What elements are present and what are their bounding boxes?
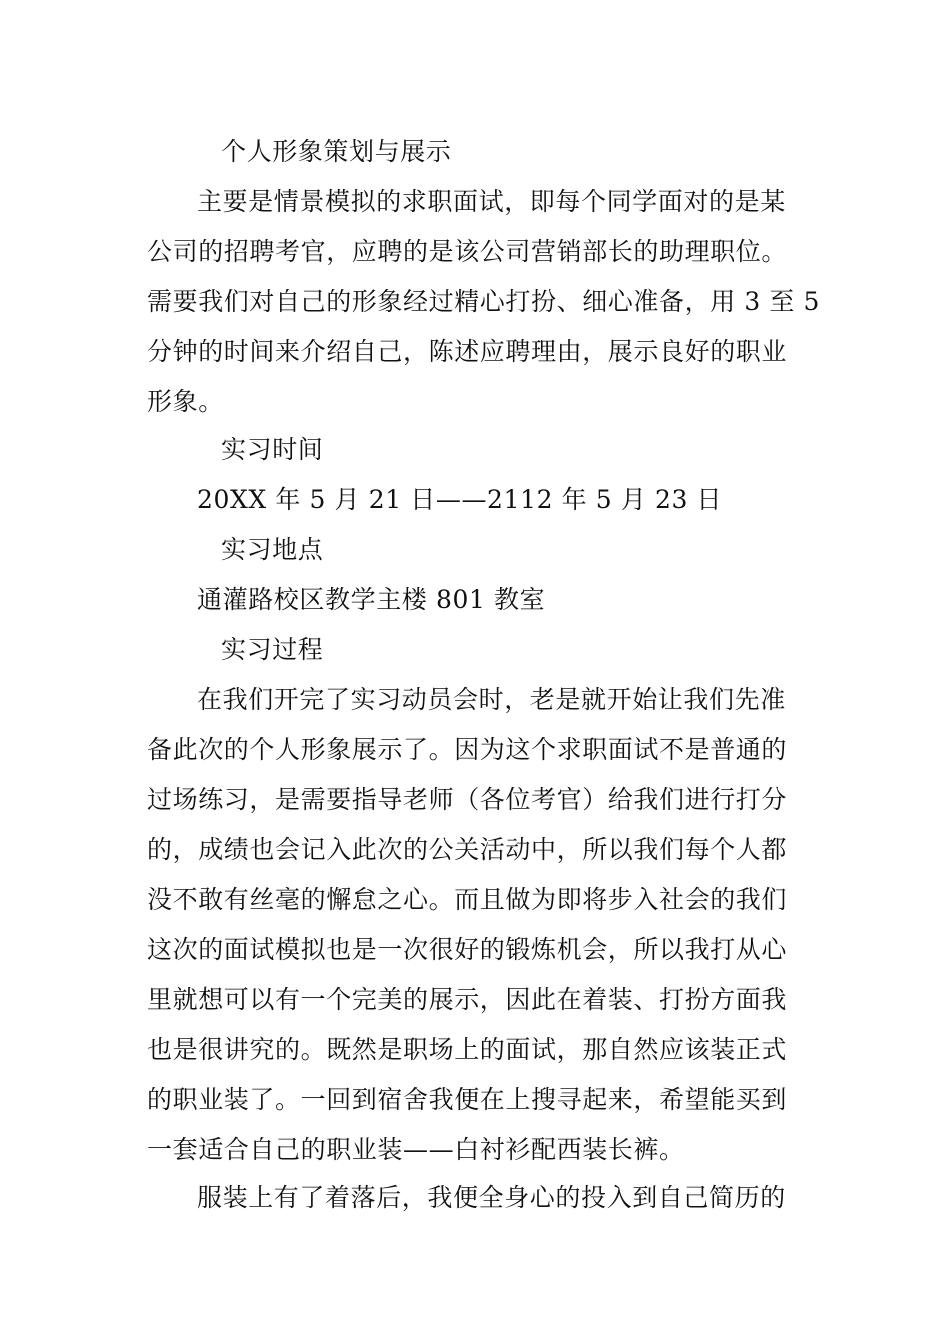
paragraph-line: 一套适合自己的职业装——白衬衫配西装长裤。 [147, 1135, 685, 1164]
time-text: 20XX 年 5 月 21 日——2112 年 5 月 23 日 [197, 485, 723, 514]
paragraph-line: 形象。 [147, 387, 224, 416]
section-heading-time: 实习时间 [221, 435, 324, 464]
paragraph-line: 这次的面试模拟也是一次很好的锻炼机会，所以我打从心 [147, 935, 788, 964]
paragraph-line: 公司的招聘考官，应聘的是该公司营销部长的助理职位。 [147, 237, 788, 266]
paragraph-line: 分钟的时间来介绍自己，陈述应聘理由，展示良好的职业 [147, 337, 788, 366]
paragraph-interview-intro [147, 177, 821, 427]
section-heading-place: 实习地点 [221, 535, 324, 564]
internship-time [147, 475, 807, 525]
paragraph-line: 需要我们对自己的形象经过精心打扮、细心准备，用 3 至 5 [147, 287, 821, 316]
paragraph-line: 里就想可以有一个完美的展示，因此在着装、打扮方面我 [147, 985, 788, 1014]
paragraph-line: 备此次的个人形象展示了。因为这个求职面试不是普通的 [147, 735, 788, 764]
internship-place [147, 575, 807, 625]
paragraph-line: 的职业装了。一回到宿舍我便在上搜寻起来，希望能买到 [147, 1085, 788, 1114]
paragraph-line: 也是很讲究的。既然是职场上的面试，那自然应该装正式 [147, 1035, 788, 1064]
paragraph-line: 主要是情景模拟的求职面试，即每个同学面对的是某 [197, 187, 786, 216]
paragraph-resume [147, 1173, 807, 1223]
paragraph-line: 过场练习，是需要指导老师（各位考官）给我们进行打分 [147, 785, 788, 814]
place-text: 通灌路校区教学主楼 801 教室 [197, 585, 546, 614]
section-heading-image-planning: 个人形象策划与展示 [221, 137, 452, 166]
section-heading-process: 实习过程 [221, 635, 324, 664]
paragraph-line: 在我们开完了实习动员会时，老是就开始让我们先准 [197, 685, 786, 714]
paragraph-line: 的，成绩也会记入此次的公关活动中，所以我们每个人都 [147, 835, 788, 864]
paragraph-line: 没不敢有丝毫的懈怠之心。而且做为即将步入社会的我们 [147, 885, 788, 914]
paragraph-line: 服装上有了着落后，我便全身心的投入到自己简历的 [197, 1183, 786, 1212]
paragraph-process [147, 675, 807, 1175]
